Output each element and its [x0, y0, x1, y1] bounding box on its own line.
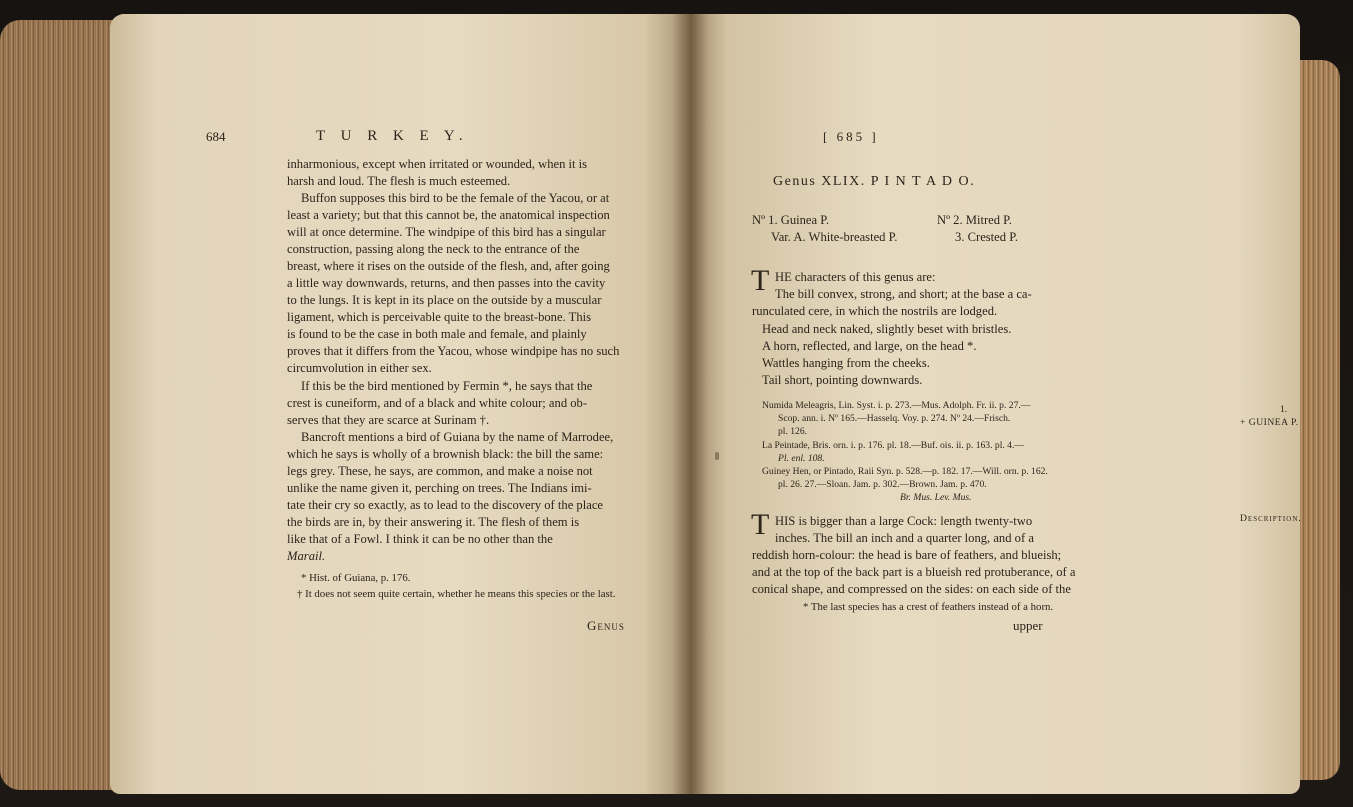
body-line: a little way downwards, returns, and then passes into the cavity	[287, 276, 606, 290]
characters-line: The bill convex, strong, and short; at the base a ca-	[775, 287, 1032, 301]
body-line: unlike the name given it, perching on trees. The Indians imi-	[287, 481, 592, 495]
description-line: conical shape, and compressed on the sides: on each side of the	[752, 582, 1071, 596]
body-line: crest is cuneiform, and of a black and white colour; and ob-	[287, 396, 588, 410]
characters-line: HE characters of this genus are:	[775, 270, 936, 284]
book-gutter	[672, 14, 708, 794]
body-line: which he says is wholly of a brownish black: the bill the same:	[287, 447, 604, 461]
characters-line: Tail short, pointing downwards.	[762, 373, 923, 387]
right-page-number: [ 685 ]	[823, 129, 879, 144]
synonymy-line: pl. 26. 27.—Sloan. Jam. p. 302.—Brown. Jam. p. 470.	[778, 479, 987, 490]
characters-line: Wattles hanging from the cheeks.	[762, 356, 930, 370]
left-page-number: 684	[206, 129, 226, 144]
body-line: construction, passing along the neck to the entrance of the	[287, 242, 580, 256]
body-line: serves that they are scarce at Surinam †.	[287, 413, 490, 427]
description-line: HIS is bigger than a large Cock: length twenty-two	[775, 514, 1033, 528]
body-line: ligament, which is perceivable quite to the breast-bone. This	[287, 310, 592, 324]
margin-description: Description.	[1240, 513, 1302, 524]
body-line: harsh and loud. The flesh is much esteemed.	[287, 174, 511, 188]
left-footnote: † It does not seem quite certain, whether he means this species or the last.	[297, 588, 616, 600]
species-list-item: Nº 1. Guinea P.	[752, 213, 830, 227]
margin-number: 1.	[1280, 404, 1288, 415]
body-line: Marail.	[287, 549, 326, 563]
body-line: is found to be the case in both male and female, and plainly	[287, 327, 587, 341]
body-line: breast, where it rises on the outside of the flesh, and, after going	[287, 259, 610, 273]
species-list-item: Nº 2. Mitred P.	[937, 213, 1012, 227]
synonymy-line: La Peintade, Bris. orn. i. p. 176. pl. 18.—Buf. ois. ii. p. 163. pl. 4.—	[762, 440, 1024, 451]
body-line: circumvolution in either sex.	[287, 361, 432, 375]
characters-line: Head and neck naked, slightly beset with bristles.	[762, 322, 1012, 336]
species-list-item: Var. A. White-breasted P.	[771, 230, 898, 244]
body-line: tate their cry so exactly, as to lead to the discovery of the place	[287, 498, 603, 512]
description-line: reddish horn-colour: the head is bare of feathers, and blueish;	[752, 548, 1062, 562]
body-line: like that of a Fowl. I think it can be no other than the	[287, 532, 553, 546]
synonymy-line: Numida Meleagris, Lin. Syst. i. p. 273.—Mus. Adolph. Fr. ii. p. 27.—	[762, 400, 1031, 411]
body-line: legs grey. These, he says, are common, and make a noise not	[287, 464, 593, 478]
synonymy-line: Pl. enl. 108.	[778, 453, 825, 464]
body-line: Buffon supposes this bird to be the female of the Yacou, or at	[301, 191, 610, 205]
synonymy-line: Scop. ann. i. Nº 165.—Hasselq. Voy. p. 274. Nº 24.—Frisch.	[778, 413, 1011, 424]
genus-title: Genus XLIX. P I N T A D O.	[773, 174, 976, 189]
characters-line: A horn, reflected, and large, on the head *.	[762, 339, 977, 353]
left-catchword: Genus	[587, 618, 625, 633]
description-line: and at the top of the back part is a blueish red protuberance, of a	[752, 565, 1076, 579]
synonymy-line: Br. Mus. Lev. Mus.	[900, 492, 972, 503]
synonymy-line: Guiney Hen, or Pintado, Raii Syn. p. 528.—p. 182. 17.—Will. orn. p. 162.	[762, 466, 1048, 477]
synonymy-line: pl. 126.	[778, 426, 808, 437]
description-line: inches. The bill an inch and a quarter long, and of a	[775, 531, 1034, 545]
left-footnote: * Hist. of Guiana, p. 176.	[301, 572, 411, 584]
left-running-head: T U R K E Y.	[316, 128, 469, 144]
right-footnote: * The last species has a crest of feathers instead of a horn.	[803, 601, 1054, 613]
body-line: Bancroft mentions a bird of Guiana by the name of Marrodee,	[301, 430, 614, 444]
characters-line: runculated cere, in which the nostrils are lodged.	[752, 304, 998, 318]
body-line: inharmonious, except when irritated or wounded, when it is	[287, 157, 588, 171]
margin-species-name: + GUINEA P.	[1240, 417, 1299, 428]
body-line: will at once determine. The windpipe of this bird has a singular	[287, 225, 606, 239]
species-list-item: 3. Crested P.	[955, 230, 1018, 244]
drop-cap: T	[751, 508, 770, 541]
body-line: to the lungs. It is kept in its place on the outside by a muscular	[287, 293, 602, 307]
body-line: least a variety; but that this cannot be, the anatomical inspection	[287, 208, 610, 222]
drop-cap: T	[751, 264, 770, 297]
page-blemish	[715, 452, 719, 460]
body-line: the birds are in, by their answering it. The flesh of them is	[287, 515, 580, 529]
body-line: If this be the bird mentioned by Fermin *, he says that the	[301, 379, 593, 393]
body-line: proves that it differs from the Yacou, whose windpipe has no such	[287, 344, 620, 358]
right-catchword: upper	[1013, 618, 1043, 633]
